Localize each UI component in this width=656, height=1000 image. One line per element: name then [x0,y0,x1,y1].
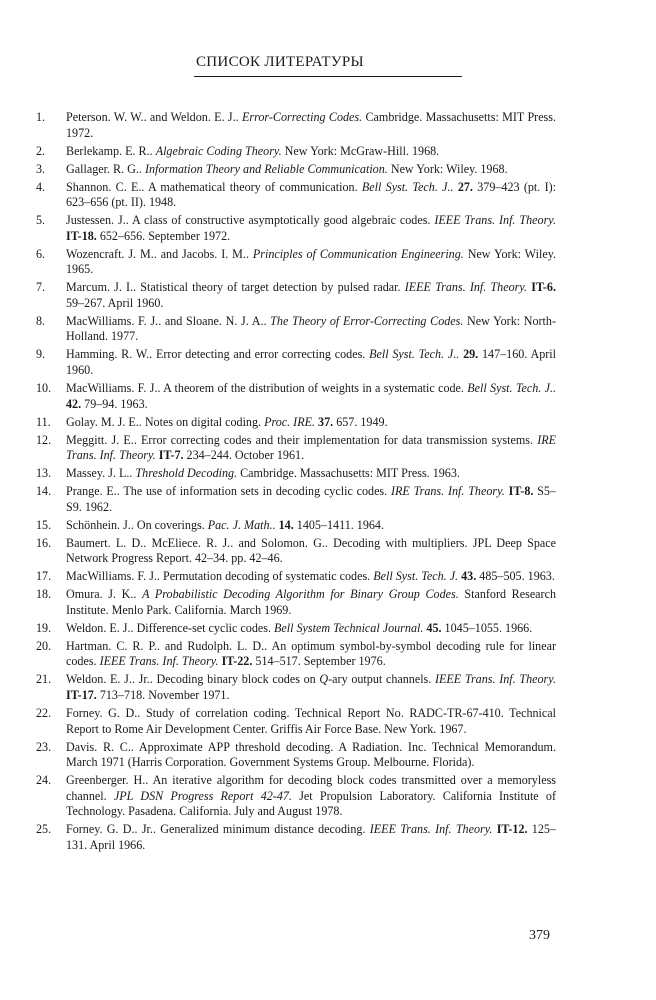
reference-item [36,247,556,278]
reference-segment: Berlekamp. E. R.. [66,143,156,158]
reference-segment: Cambridge. Massachusetts: MIT Press. 1963. [237,466,460,481]
reference-number: 24. [36,773,52,788]
reference-italic-segment: IEEE Trans. Inf. Theory. [369,822,493,837]
reference-number: 7. [36,280,46,295]
reference-item [36,569,556,585]
reference-italic-segment: Threshold Decoding. [135,466,238,481]
reference-text [66,415,556,431]
reference-number: 12. [36,432,52,447]
reference-text [66,280,556,311]
reference-bold-segment: IT-17. [66,688,97,702]
reference-text [66,347,556,378]
reference-segment: Jet Propulsion Laboratory. California Institute of Technology. Pasadena. California. July and August 1978. [66,788,556,819]
reference-item [36,822,556,853]
reference-italic-segment: A Probabilistic Decoding Algorithm for Binary Group Codes. [142,587,459,602]
reference-number: 19. [36,620,52,635]
reference-item [36,280,556,311]
reference-segment: Baumert. L. D.. McEliece. R. J.. and Solomon. G.. Decoding with multipliers. JPL Deep Space Network Progress Report. 42–34. pp. 42–46. [66,535,556,566]
reference-item [36,621,556,637]
reference-italic-segment: Algebraic Coding Theory. [155,143,282,158]
reference-text [66,672,556,703]
reference-bold-segment: 14. [278,517,294,532]
reference-segment: Prange. E.. The use of information sets in decoding cyclic codes. [66,484,391,499]
reference-italic-segment: Bell Syst. Tech. J. [373,569,459,584]
reference-segment: 657. 1949. [333,414,388,429]
reference-segment: 234–244. October 1961. [183,448,305,463]
reference-italic-segment: Bell Syst. Tech. J.. [369,347,460,362]
reference-text [66,180,556,211]
reference-segment: 79–94. 1963. [81,396,148,411]
reference-text [66,110,556,141]
reference-number: 10. [36,381,52,396]
reference-italic-segment: JPL DSN Progress Report 42-47. [113,788,292,803]
reference-segment: 1405–1411. 1964. [293,517,385,532]
reference-text [66,466,556,482]
reference-segment: New York: North-Holland. 1977. [66,313,556,344]
reference-item [36,672,556,703]
reference-segment: Davis. R. C.. Approximate APP threshold decoding. A Radiation. Inc. Technical Memorandum. March 1971 (Harris Corporation. Government Systems Group. Melbourne. Florida). [66,739,556,770]
reference-list [36,110,556,856]
reference-segment: Peterson. W. W.. and Weldon. E. J.. [66,110,243,124]
reference-bold-segment: IT-18. [66,228,97,243]
reference-bold-segment: IT-22. [221,654,253,669]
page-number: 379 [529,928,550,943]
reference-segment: Hartman. C. R. P.. and Rudolph. L. D.. An optimum symbol-by-symbol decoding rule for linear codes. [66,638,556,669]
reference-item [36,180,556,211]
reference-segment: Shannon. C. E.. A mathematical theory of communication. [66,179,362,194]
reference-bold-segment: 43. [461,569,477,584]
reference-number: 11. [36,414,51,429]
reference-text [66,587,556,618]
reference-text [66,484,556,515]
reference-italic-segment: IEEE Trans. Inf. Theory. [435,672,556,687]
reference-item [36,415,556,431]
reference-item [36,347,556,378]
reference-italic-segment: IRE Trans. Inf. Theory. [66,432,556,463]
reference-segment: Weldon. E. J.. Jr.. Decoding binary block codes on [66,672,320,687]
reference-segment: MacWilliams. F. J.. A theorem of the distribution of weights in a systematic code. [66,381,468,396]
reference-bold-segment: IT-6. [531,280,556,295]
reference-number: 8. [36,313,46,328]
reference-number: 15. [36,517,52,532]
reference-number: 9. [36,347,46,362]
reference-item [36,381,556,412]
reference-italic-segment: IEEE Trans. Inf. Theory. [404,280,528,295]
reference-item [36,740,556,771]
reference-number: 14. [36,484,52,499]
reference-item [36,536,556,567]
reference-number: 18. [36,587,52,602]
reference-text [66,569,556,585]
reference-text [66,247,556,278]
reference-item [36,587,556,618]
reference-segment: Greenberger. H.. An iterative algorithm for decoding block codes transmitted over a memoryless channel. [66,773,556,803]
reference-number: 23. [36,739,52,754]
reference-italic-segment: Bell Syst. Tech. J.. [361,179,454,194]
reference-italic-segment: Bell Syst. Tech. J.. [467,381,556,396]
reference-italic-segment: Information Theory and Reliable Communication. [144,161,388,176]
reference-bold-segment: IT-8. [508,484,534,499]
reference-segment: Justessen. J.. A class of constructive asymptotically good algebraic codes. [66,213,435,228]
reference-text [66,518,556,534]
reference-segment: Omura. J. K.. [66,587,143,602]
reference-bold-segment: 27. [457,179,473,194]
reference-number: 2. [36,143,46,158]
reference-item [36,639,556,670]
reference-segment: Schönhein. J.. On coverings. [66,517,208,532]
reference-italic-segment: Bell System Technical Journal. [274,620,424,635]
reference-segment: Golay. M. J. E.. Notes on digital coding. [66,414,265,429]
reference-number: 1. [36,110,46,124]
reference-number: 17. [36,569,52,584]
reference-item [36,110,556,141]
reference-italic-segment: Error-Correcting Codes. [242,110,363,124]
reference-bold-segment: IT-7. [158,448,184,463]
reference-italic-segment: Proc. IRE. [264,414,316,429]
reference-italic-segment: IRE Trans. Inf. Theory. [390,484,505,499]
reference-text [66,706,556,737]
reference-italic-segment: Principles of Communication Engineering. [252,246,464,261]
reference-segment: New York: McGraw-Hill. 1968. [281,143,440,158]
reference-item [36,518,556,534]
reference-number: 3. [36,161,46,176]
reference-number: 5. [36,213,46,228]
reference-segment: Hamming. R. W.. Error detecting and error correcting codes. [66,347,370,362]
reference-text [66,433,556,464]
reference-segment: MacWilliams. F. J.. Permutation decoding of systematic codes. [66,569,374,584]
reference-item [36,213,556,244]
reference-segment: 59–267. April 1960. [66,295,164,310]
reference-bold-segment: 42. [66,396,82,411]
reference-bold-segment: 29. [463,347,479,362]
reference-item [36,706,556,737]
reference-number: 4. [36,179,46,194]
reference-item [36,144,556,160]
reference-italic-segment: Pac. J. Math.. [207,517,276,532]
reference-segment: S5–S9. 1962. [66,484,557,514]
reference-number: 13. [36,466,52,481]
reference-text [66,381,556,412]
reference-number: 22. [36,705,52,720]
reference-segment: 652–656. September 1972. [96,228,231,243]
reference-item [36,314,556,345]
reference-segment: Cambridge. Massachusetts: MIT Press. 1972. [66,110,556,140]
reference-item [36,433,556,464]
reference-segment: 713–718. November 1971. [96,688,230,702]
reference-text [66,144,556,160]
reference-segment: 379–423 (pt. I): 623–656 (pt. II). 1948. [66,179,556,210]
reference-segment: Forney. G. D.. Jr.. Generalized minimum distance decoding. [66,822,370,837]
reference-segment: New York: Wiley. 1965. [66,246,556,277]
reference-text [66,740,556,771]
reference-text [66,536,556,567]
reference-text [66,162,556,178]
reference-segment: New York: Wiley. 1968. [387,161,508,176]
reference-segment: 147–160. April 1960. [66,347,556,378]
reference-item [36,484,556,515]
reference-italic-segment: IEEE Trans. Inf. Theory. [434,213,556,228]
reference-number: 25. [36,822,52,837]
reference-number: 6. [36,246,46,261]
reference-text [66,213,556,244]
reference-italic-segment: The Theory of Error-Correcting Codes. [270,313,464,328]
reference-segment: 514–517. September 1976. [252,654,386,669]
reference-segment: Gallager. R. G.. [66,161,145,176]
reference-bold-segment: 45. [426,620,442,635]
reference-segment: Meggitt. J. E.. Error correcting codes and their implementation for data transmission systems. [66,432,538,447]
reference-segment: -ary output channels. [328,672,435,687]
reference-segment: Forney. G. D.. Study of correlation coding. Technical Report No. RADC-TR-67-410. Technical Report to Rome Air Development Center. Griffis Air Force Base. New York. 1967. [66,705,556,736]
reference-segment: Stanford Research Institute. Menlo Park. California. March 1969. [66,587,556,617]
reference-bold-segment: 37. [318,414,334,429]
reference-segment: Marcum. J. I.. Statistical theory of target detection by pulsed radar. [66,280,405,295]
reference-number: 16. [36,535,52,550]
reference-item [36,162,556,178]
reference-italic-segment: Q [319,672,329,687]
reference-number: 20. [36,638,52,653]
reference-text [66,314,556,345]
reference-segment: MacWilliams. F. J.. and Sloane. N. J. A.. [66,313,271,328]
reference-text [66,773,556,820]
reference-bold-segment: IT-12. [496,822,528,837]
reference-segment: 485–505. 1963. [476,569,555,584]
reference-text [66,621,556,637]
reference-segment: 125–131. April 1966. [66,822,556,852]
reference-text [66,639,556,670]
reference-segment: Massey. J. L.. [66,466,136,481]
page-title: СПИСОК ЛИТЕРАТУРЫ [196,54,364,70]
reference-text [66,822,556,853]
reference-italic-segment: IEEE Trans. Inf. Theory. [99,654,219,669]
reference-segment: 1045–1055. 1966. [441,620,533,635]
title-underline [194,76,462,77]
reference-item [36,773,556,820]
reference-number: 21. [36,672,52,687]
reference-segment: Wozencraft. J. M.. and Jacobs. I. M.. [66,246,253,261]
reference-item [36,466,556,482]
reference-segment: Weldon. E. J.. Difference-set cyclic codes. [66,620,275,635]
